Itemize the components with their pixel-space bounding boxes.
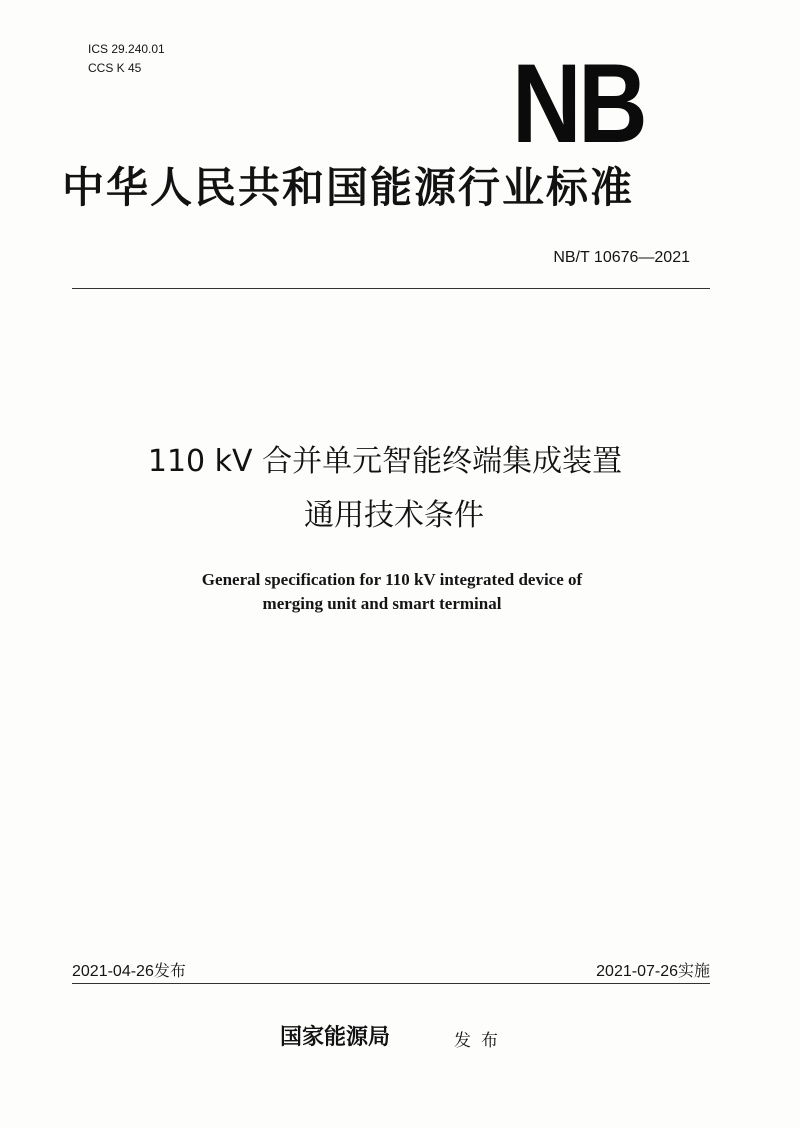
ccs-code: CCS K 45 (88, 61, 142, 75)
footer-divider (72, 983, 710, 984)
issue-date: 2021-04-26发布 (72, 963, 186, 980)
english-title-line-2: merging unit and smart terminal (262, 594, 502, 613)
classification-codes (88, 40, 165, 78)
chinese-title-line-1: 110 kV 合并单元智能终端集成装置 (147, 444, 623, 479)
implementation-date: 2021-07-26实施 (596, 963, 710, 980)
ics-code: ICS 29.240.01 (88, 42, 165, 56)
standard-number: NB/T 10676—2021 (553, 249, 690, 266)
english-title-line-1: General specification for 110 kV integrated device of (201, 570, 583, 589)
header-divider (72, 288, 710, 289)
nb-logo: NB (512, 41, 645, 166)
chinese-title-line-2: 通用技术条件 (304, 498, 484, 533)
issue-label: 发布 (454, 1031, 508, 1051)
issuing-authority: 国家能源局 (280, 1024, 391, 1050)
standard-body-title: 中华人民共和国能源行业标准 (62, 163, 635, 212)
